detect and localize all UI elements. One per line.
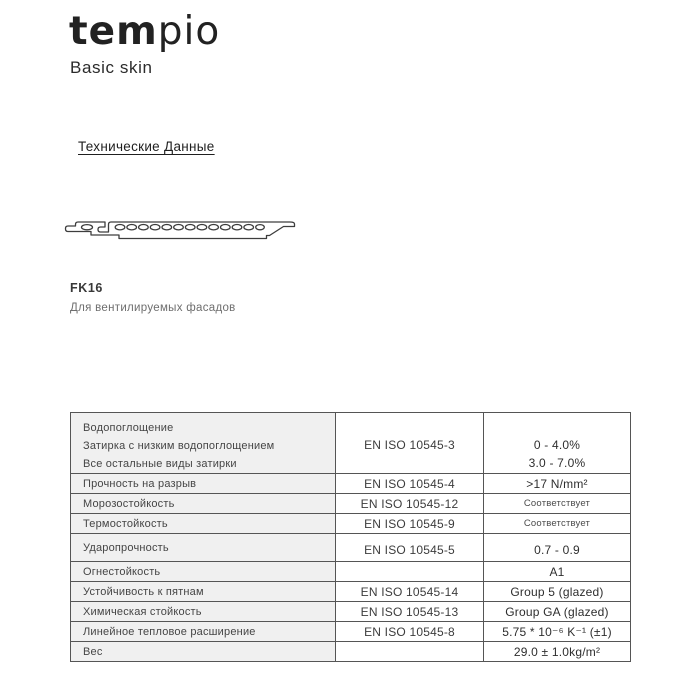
brand-subtitle: Basic skin — [70, 58, 153, 77]
panel-profile-drawing — [62, 215, 304, 245]
value-cell: A1 — [484, 562, 631, 582]
property-cell: Прочность на разрыв — [71, 474, 336, 494]
value-line: 3.0 - 7.0% — [528, 456, 586, 470]
value-cell: 29.0 ± 1.0kg/m² — [484, 642, 631, 662]
panel-cross-section-illustration — [62, 215, 304, 245]
property-cell: Морозостойкость — [71, 494, 336, 514]
property-cell: Вес — [71, 642, 336, 662]
value-cell: Group 5 (glazed) — [484, 582, 631, 602]
table-row-chemical-resistance — [71, 602, 631, 622]
technical-data-table — [70, 412, 631, 662]
value-cell — [484, 413, 631, 474]
property-cell: Химическая стойкость — [71, 602, 336, 622]
standard-cell — [336, 562, 484, 582]
table-row-fire-resistance — [71, 562, 631, 582]
property-cell: Термостойкость — [71, 514, 336, 534]
standard-cell: EN ISO 10545-9 — [336, 514, 484, 534]
property-line: Затирка с низким водопоглощением — [83, 440, 275, 452]
brand-logo-bold: tem — [69, 9, 158, 54]
property-line: Водопоглощение — [83, 422, 174, 434]
table-row-stain-resistance — [71, 582, 631, 602]
value-cell: Соответствует — [484, 494, 631, 514]
table-row-weight — [71, 642, 631, 662]
table-row-thermal-resistance — [71, 514, 631, 534]
table-row-frost-resistance — [71, 494, 631, 514]
property-cell: Линейное тепловое расширение — [71, 622, 336, 642]
value-cell: >17 N/mm² — [484, 474, 631, 494]
brand-logo — [69, 11, 220, 54]
product-description: Для вентилируемых фасадов — [70, 302, 236, 314]
property-cell: Огнестойкость — [71, 562, 336, 582]
property-cell: Устойчивость к пятнам — [71, 582, 336, 602]
standard-cell: EN ISO 10545-13 — [336, 602, 484, 622]
standard-cell: EN ISO 10545-3 — [336, 413, 484, 474]
table-row-water-absorption — [71, 413, 631, 474]
brand-logo-light: pio — [157, 9, 221, 54]
standard-cell: EN ISO 10545-4 — [336, 474, 484, 494]
value-cell: 5.75 * 10⁻⁶ K⁻¹ (±1) — [484, 622, 631, 642]
standard-cell: EN ISO 10545-12 — [336, 494, 484, 514]
value-line — [484, 418, 630, 436]
standard-cell: EN ISO 10545-14 — [336, 582, 484, 602]
table-row-tensile-strength — [71, 474, 631, 494]
standard-cell: EN ISO 10545-5 — [336, 534, 484, 562]
standard-cell — [336, 642, 484, 662]
value-line: 0 - 4.0% — [533, 438, 581, 452]
table-row-linear-thermal-expansion — [71, 622, 631, 642]
standard-cell: EN ISO 10545-8 — [336, 622, 484, 642]
table-row-impact-resistance — [71, 534, 631, 562]
property-cell — [71, 413, 336, 474]
value-cell: 0.7 - 0.9 — [484, 534, 631, 562]
value-cell: Group GA (glazed) — [484, 602, 631, 622]
section-heading: Технические Данные — [78, 139, 215, 154]
value-cell: Соответствует — [484, 514, 631, 534]
property-line: Все остальные виды затирки — [83, 458, 237, 470]
product-code: FK16 — [70, 281, 103, 295]
property-cell: Ударопрочность — [71, 534, 336, 562]
